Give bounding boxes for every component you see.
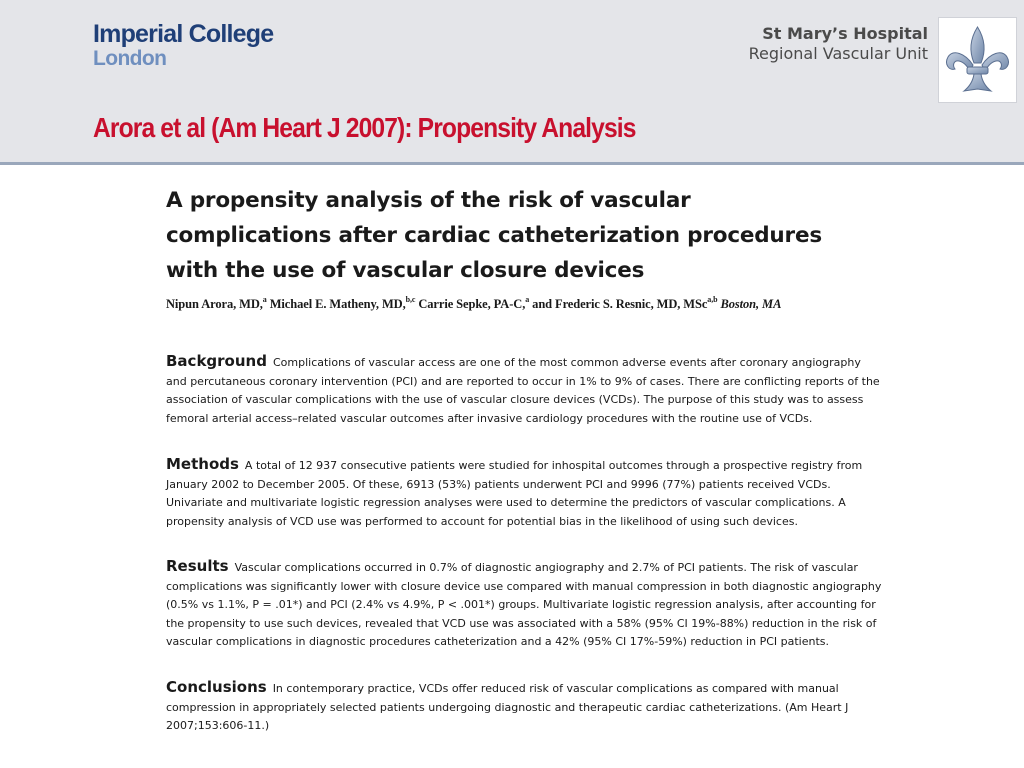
author-name: Carrie Sepke, PA-C, xyxy=(418,297,526,311)
author-affiliation: a,b xyxy=(707,295,718,304)
paper-title-line: A propensity analysis of the risk of vascular xyxy=(166,188,691,213)
slide-title: Arora et al (Am Heart J 2007): Propensity Analysis xyxy=(93,112,636,143)
author-location: Boston, MA xyxy=(720,297,782,311)
section-heading: Conclusions xyxy=(166,678,267,696)
abstract-background xyxy=(166,352,884,428)
hospital-label xyxy=(749,24,928,64)
paper-title-line: complications after cardiac catheterization procedures xyxy=(166,223,822,248)
logo-line-2: London xyxy=(93,47,167,70)
section-heading: Background xyxy=(166,352,267,370)
hospital-name: St Mary’s Hospital xyxy=(762,24,928,43)
header-divider xyxy=(0,162,1024,165)
abstract-methods xyxy=(166,455,884,531)
section-heading: Results xyxy=(166,557,229,575)
section-text: A total of 12 937 consecutive patients were studied for inhospital outcomes through a prospective registry from January 2002 to December 2005. Of these, 6913 (53%) patients underwent PCI and 9996 (77%) patients received VCDs. Univariate and multivariate logistic regression analyses were used to determine the predictors of vascular complications. A propensity analysis of VCD use was performed to account for potential bias in the likelihood of using such devices. xyxy=(166,459,863,528)
author-affiliation: a xyxy=(525,295,530,304)
author-list xyxy=(166,297,886,312)
section-text: In contemporary practice, VCDs offer reduced risk of vascular complications as compared with manual compression in appropriately selected patients undergoing diagnostic and therapeutic cardiac catheterizations. (Am Heart J 2007;153:606-11.) xyxy=(166,682,849,732)
paper-header xyxy=(166,183,886,312)
fleur-de-lis-icon xyxy=(943,23,1012,97)
imperial-college-logo xyxy=(93,22,273,69)
paper-title-line: with the use of vascular closure devices xyxy=(166,258,645,283)
paper-title xyxy=(166,183,886,288)
author-name: Nipun Arora, MD, xyxy=(166,297,263,311)
author-name: Michael E. Matheny, MD, xyxy=(269,297,406,311)
section-text: Vascular complications occurred in 0.7% of diagnostic angiography and 2.7% of PCI patients. The risk of vascular complications was significantly lower with closure device use compared with manual compression in both diagnostic angiography (0.5% vs 1.1%, P = .01*) and PCI (2.4% vs 4.9%, P < .001*) groups. Multivariate logistic regression analysis, after accounting for the propensity to use such devices, revealed that VCD use was associated with a 58% (95% CI 19%-88%) reduction in the risk of vascular complications in diagnostic procedures catheterization and a 42% (95% CI 17%-59%) reduction in PCI patients. xyxy=(166,561,882,648)
author-affiliation: a xyxy=(262,295,267,304)
author-affiliation: b,c xyxy=(405,295,416,304)
section-heading: Methods xyxy=(166,455,239,473)
abstract-conclusions xyxy=(166,678,884,736)
section-text: Complications of vascular access are one of the most common adverse events after coronary angiography and percutaneous coronary intervention (PCI) and are reported to occur in 1% to 9% of cases. There are conflicting reports of the association of vascular complications with the use of vascular closure devices (VCDs). The purpose of this study was to assess femoral arterial access–related vascular outcomes after invasive cardiology procedures with the routine use of VCDs. xyxy=(166,356,880,425)
abstract-results xyxy=(166,557,884,652)
author-name: and Frederic S. Resnic, MD, MSc xyxy=(532,297,708,311)
emblem xyxy=(938,17,1017,103)
hospital-unit: Regional Vascular Unit xyxy=(748,44,928,63)
logo-line-1: Imperial College xyxy=(93,20,274,48)
